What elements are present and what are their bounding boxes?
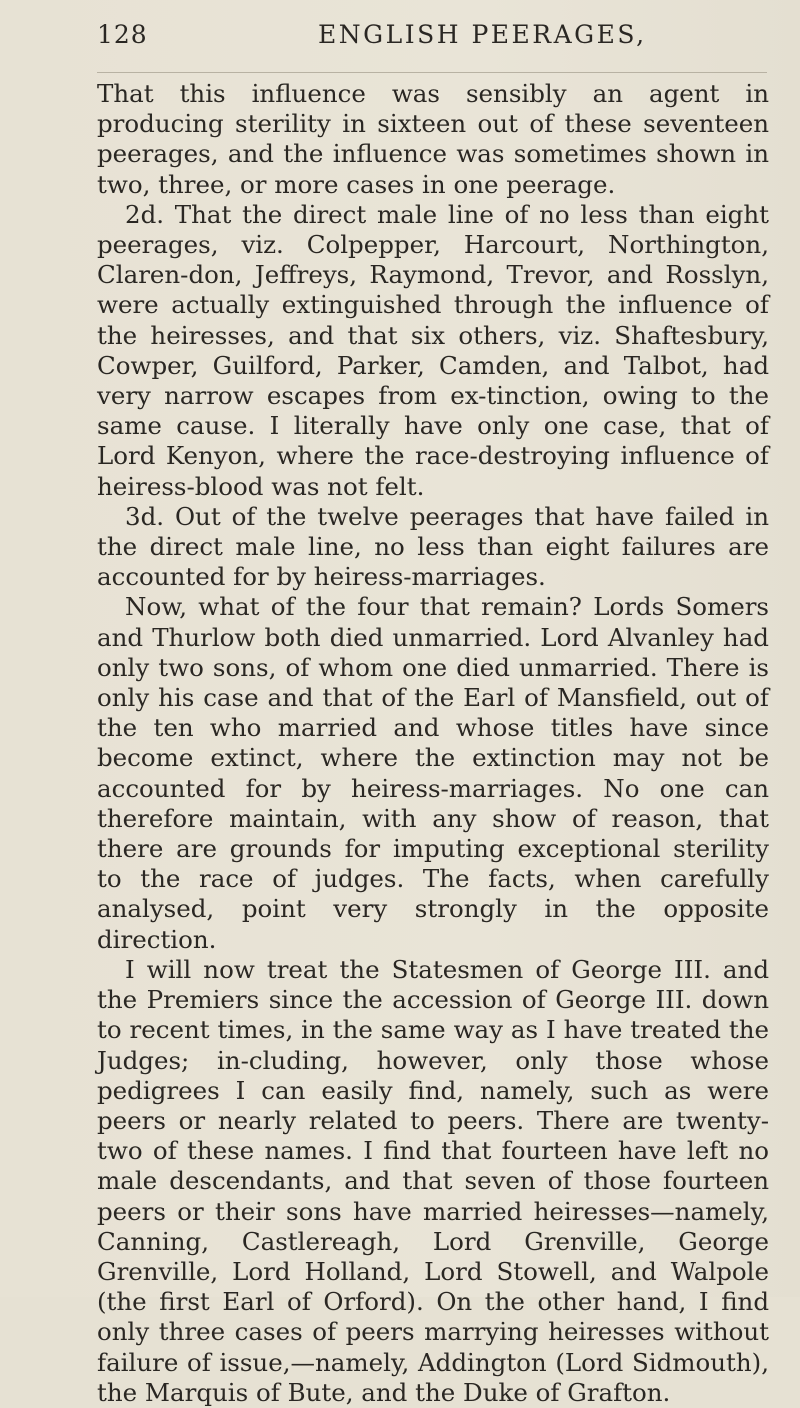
paragraph-4: Now, what of the four that remain? Lords Somers and Thurlow both died unmarried. Lord Alvanley had only two sons, of whom one died unmarried. There is only his case and that of the Earl of Mansfield, out of the ten who married and whose titles have since become extinct, where the extinction may not be accounted for by heiress-marriages. No one can therefore maintain, with any show of reason, that there are grounds for imputing exceptional sterility to the race of judges. The facts, when carefully analysed, point very strongly in the opposite direction. [97,592,769,954]
page-number: 128 [97,20,148,49]
paragraph-3: 3d. Out of the twelve peerages that have failed in the direct male line, no less than eight failures are accounted for by heiress-marriages. [97,501,769,592]
paragraph-1: That this influence was sensibly an agent in producing sterility in sixteen out of these seventeen peerages, and the influence was sometimes shown in two, three, or more cases in one peerage. [97,79,769,199]
header-rule [97,72,767,73]
running-title: ENGLISH PEERAGES, [318,20,647,49]
paragraph-5: I will now treat the Statesmen of George III. and the Premiers since the accession of George III. down to recent times, in the same way as I have treated the Judges; in-cluding, however, only those whose pedigrees I can easily find, namely, such as were peers or nearly related to peers. There are twenty-two of these names. I find that fourteen have left no male descendants, and that seven of those fourteen peers or their sons have married heiresses—namely, Canning, Castlereagh, Lord Grenville, George Grenville, Lord Holland, Lord Stowell, and Walpole (the first Earl of Orford). On the other hand, I find only three cases of peers marrying heiresses without failure of issue,—namely, Addington (Lord Sidmouth), the Marquis of Bute, and the Duke of Grafton. [97,954,769,1407]
running-head [0,20,800,60]
body-text [97,79,769,1408]
paragraph-2: 2d. That the direct male line of no less than eight peerages, viz. Colpepper, Harcourt, Northington, Claren-don, Jeffreys, Raymond, Trevor, and Rosslyn, were actually extinguished through the influence of the heiresses, and that six others, viz. Shaftesbury, Cowper, Guilford, Parker, Camden, and Talbot, had very narrow escapes from ex-tinction, owing to the same cause. I literally have only one case, that of Lord Kenyon, where the race-destroying influence of heiress-blood was not felt. [97,199,769,501]
